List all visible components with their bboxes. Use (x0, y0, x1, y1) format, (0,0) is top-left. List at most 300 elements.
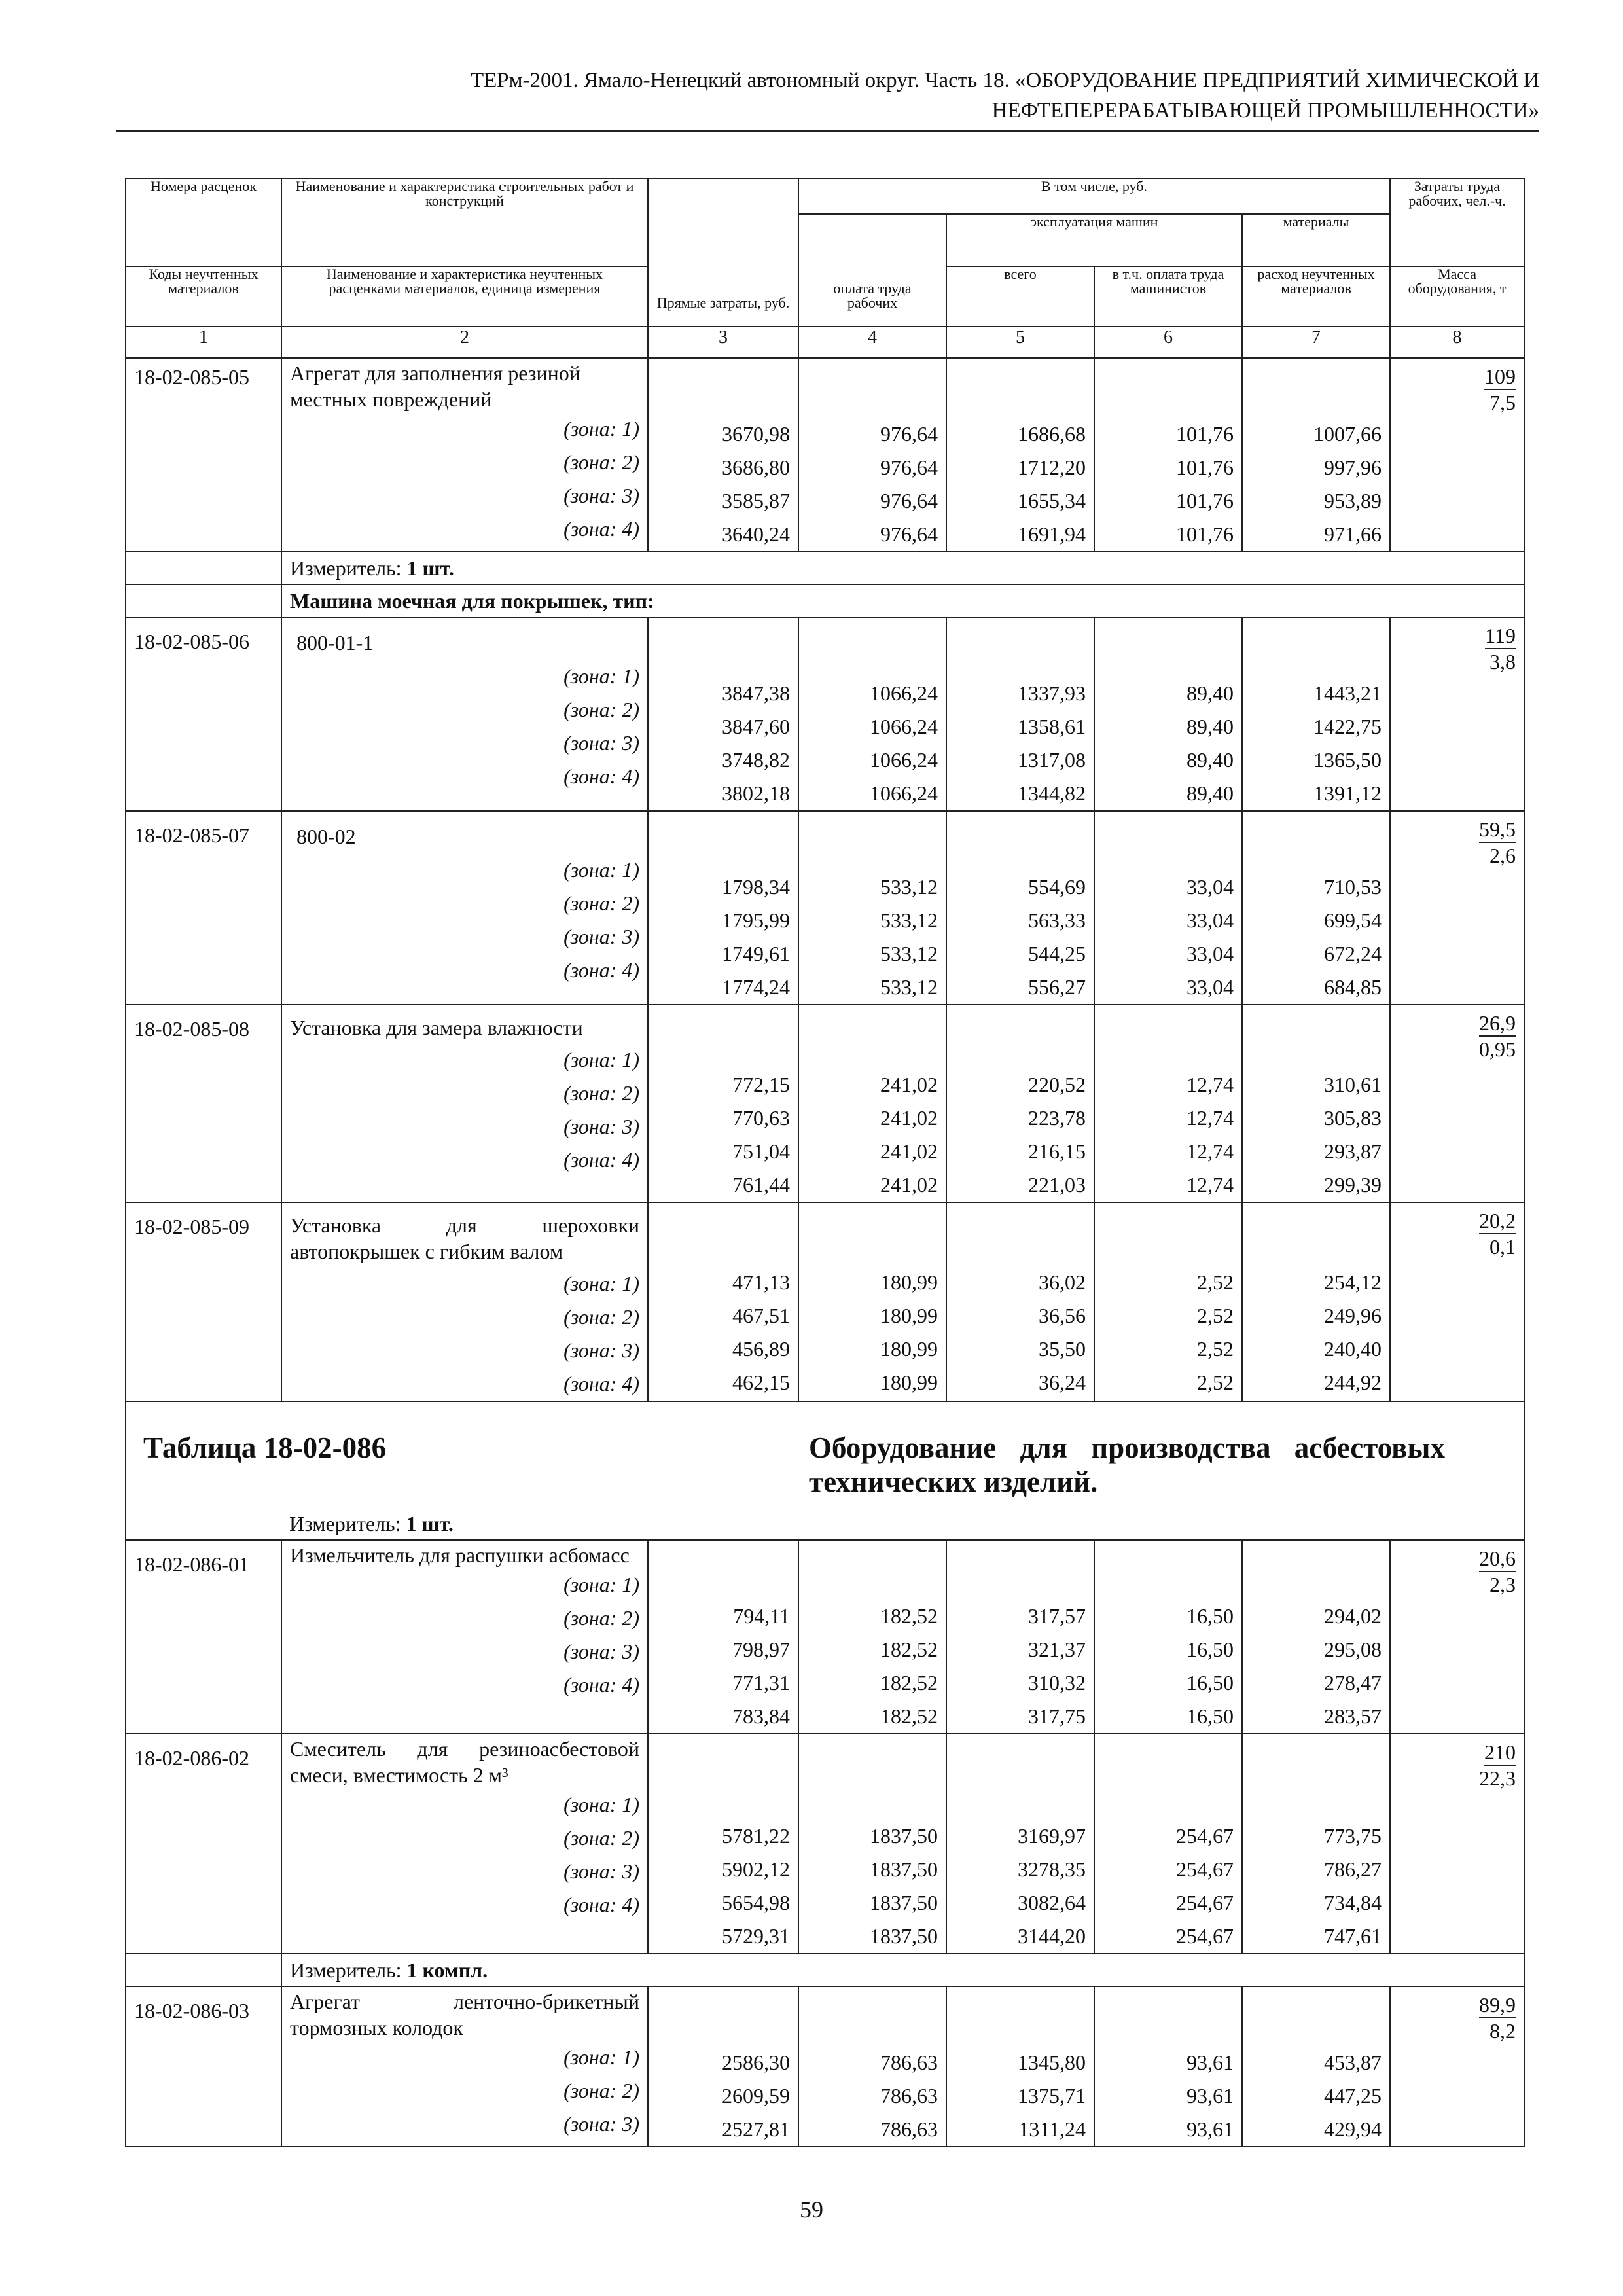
meter-label: Измеритель: (290, 556, 402, 580)
rate-name-cell (281, 1202, 648, 1401)
zone-label: (зона: 2) (563, 2079, 639, 2102)
value-machpay: 33,04 (1186, 975, 1234, 999)
value-direct: 5729,31 (722, 1924, 790, 1948)
value-mat: 283,57 (1324, 1704, 1382, 1728)
value-mat: 786,27 (1324, 1857, 1382, 1881)
value-machpay: 16,50 (1186, 1604, 1234, 1628)
value-mat: 293,87 (1324, 1139, 1382, 1163)
zone-label: (зона: 2) (563, 450, 639, 474)
value-mat: 699,54 (1324, 908, 1382, 932)
rate-name: 800-02 (296, 825, 356, 848)
rate-code-cell (126, 358, 281, 552)
table-label: Таблица 18-02-086 (143, 1431, 387, 1464)
col-number: 1 (126, 327, 281, 358)
value-mat: 1391,12 (1313, 781, 1382, 805)
zone-label: (зона: 3) (563, 2112, 639, 2136)
labor-mass-cell (1390, 1734, 1524, 1954)
rate-row (126, 1202, 1524, 1401)
value-pay: 241,02 (880, 1106, 938, 1130)
value-direct: 3585,87 (722, 489, 790, 512)
zone-label: (зона: 2) (563, 1606, 639, 1630)
value-pay: 976,64 (880, 522, 938, 546)
rate-code-cell (126, 1986, 281, 2147)
value-pay: 786,63 (880, 2051, 938, 2074)
value-machpay: 12,74 (1186, 1173, 1234, 1196)
value-direct: 471,13 (732, 1270, 790, 1294)
value-mat: 305,83 (1324, 1106, 1382, 1130)
group-title: Машина моечная для покрышек, тип: (281, 584, 1524, 617)
empty-cell (126, 1508, 281, 1540)
value-pay: 1837,50 (870, 1824, 938, 1848)
value-cell-pay (798, 1986, 946, 2147)
labor-costs-value: 26,9 (1479, 1011, 1516, 1037)
col-number: 3 (648, 327, 798, 358)
value-direct: 751,04 (732, 1139, 790, 1163)
value-pay: 1837,50 (870, 1924, 938, 1948)
rate-name-cell (281, 1005, 648, 1202)
value-cell-mat (1242, 617, 1390, 811)
rate-name: Измельчитель для распушки асбомасс (290, 1543, 630, 1567)
rate-name: Смеситель для резиноасбестовой смеси, вместимость 2 м³ (290, 1737, 639, 1787)
value-mat: 1365,50 (1313, 748, 1382, 772)
value-cell-direct (648, 1005, 798, 1202)
value-mat: 971,66 (1324, 522, 1382, 546)
value-pay: 180,99 (880, 1371, 938, 1394)
value-machpay: 2,52 (1197, 1371, 1234, 1394)
value-mach: 223,78 (1028, 1106, 1086, 1130)
value-direct: 3640,24 (722, 522, 790, 546)
rate-name: Установка для шероховки автопокрышек с гибким валом (290, 1213, 639, 1263)
value-mach: 1344,82 (1018, 781, 1086, 805)
value-mach: 3082,64 (1018, 1891, 1086, 1914)
zone-label: (зона: 1) (563, 664, 639, 688)
rate-row (126, 1734, 1524, 1954)
value-mat: 249,96 (1324, 1304, 1382, 1327)
empty-cell (126, 1954, 281, 1986)
meter-row (126, 552, 1524, 584)
rate-code-cell (126, 1202, 281, 1401)
value-machpay: 93,61 (1186, 2117, 1234, 2141)
value-cell-mat (1242, 1005, 1390, 1202)
zone-label: (зона: 3) (563, 1859, 639, 1883)
value-pay: 241,02 (880, 1173, 938, 1196)
value-mach: 1691,94 (1018, 522, 1086, 546)
value-cell-direct (648, 1202, 798, 1401)
rate-code: 18-02-086-01 (134, 1552, 249, 1576)
value-pay: 182,52 (880, 1604, 938, 1628)
value-mach: 1311,24 (1018, 2117, 1086, 2141)
zone-label: (зона: 3) (563, 925, 639, 948)
th-equipment-mass: Масса оборудования, т (1390, 266, 1524, 327)
zone-label: (зона: 1) (563, 1272, 639, 1295)
zone-label: (зона: 2) (563, 698, 639, 721)
running-header (116, 65, 1539, 126)
value-mach: 3144,20 (1018, 1924, 1086, 1948)
value-machpay: 33,04 (1186, 908, 1234, 932)
rate-name-cell (281, 1540, 648, 1734)
rate-code-cell (126, 1540, 281, 1734)
zone-label: (зона: 4) (563, 1893, 639, 1916)
table-title-row (126, 1401, 1524, 1508)
value-direct: 772,15 (732, 1073, 790, 1096)
empty-cell (126, 552, 281, 584)
value-mat: 734,84 (1324, 1891, 1382, 1914)
value-direct: 783,84 (732, 1704, 790, 1728)
value-mach: 556,27 (1028, 975, 1086, 999)
value-pay: 976,64 (880, 422, 938, 446)
value-machpay: 101,76 (1176, 489, 1234, 512)
value-cell-mat (1242, 1202, 1390, 1401)
rate-code: 18-02-085-07 (134, 823, 249, 847)
rate-row (126, 1540, 1524, 1734)
value-mach: 310,32 (1028, 1671, 1086, 1695)
value-pay: 1066,24 (870, 715, 938, 738)
value-direct: 794,11 (733, 1604, 790, 1628)
value-mach: 1345,80 (1018, 2051, 1086, 2074)
header-rule (116, 130, 1539, 132)
value-direct: 456,89 (732, 1337, 790, 1361)
value-pay: 533,12 (880, 875, 938, 899)
th-unaccounted-codes: Коды неучтенных материалов (126, 266, 281, 327)
value-cell-pay (798, 1005, 946, 1202)
value-machpay: 12,74 (1186, 1139, 1234, 1163)
labor-costs-value: 59,5 (1479, 817, 1516, 843)
th-unaccounted-consumption: расход неучтенных материалов (1242, 266, 1390, 327)
value-machpay: 254,67 (1176, 1857, 1234, 1881)
value-mat: 254,12 (1324, 1270, 1382, 1294)
value-cell-machpay (1094, 1540, 1242, 1734)
value-direct: 3670,98 (722, 422, 790, 446)
value-direct: 5902,12 (722, 1857, 790, 1881)
value-cell-mat (1242, 1734, 1390, 1954)
value-direct: 1798,34 (722, 875, 790, 899)
zone-label: (зона: 4) (563, 764, 639, 788)
equipment-mass-value: 0,95 (1479, 1037, 1516, 1061)
th-materials: материалы (1242, 214, 1390, 266)
equipment-mass-value: 2,6 (1489, 844, 1516, 867)
value-mat: 747,61 (1324, 1924, 1382, 1948)
value-mat: 295,08 (1324, 1638, 1382, 1661)
value-machpay: 16,50 (1186, 1671, 1234, 1695)
price-table-body (126, 179, 1524, 2147)
value-machpay: 89,40 (1186, 781, 1234, 805)
labor-mass-cell (1390, 1986, 1524, 2147)
value-direct: 771,31 (732, 1671, 790, 1695)
value-mach: 1358,61 (1018, 715, 1086, 738)
col-number: 7 (1242, 327, 1390, 358)
value-cell-pay (798, 1540, 946, 1734)
value-pay: 976,64 (880, 456, 938, 479)
value-direct: 770,63 (732, 1106, 790, 1130)
th-work-name: Наименование и характеристика строительных работ и конструкций (281, 179, 648, 266)
meter-label: Измеритель: (290, 1958, 402, 1982)
meter-cell (281, 1954, 1524, 1986)
value-mach: 544,25 (1028, 942, 1086, 965)
value-mat: 1007,66 (1313, 422, 1382, 446)
value-mach: 35,50 (1039, 1337, 1086, 1361)
value-mach: 1686,68 (1018, 422, 1086, 446)
labor-costs-value: 109 (1484, 364, 1516, 390)
value-cell-direct (648, 358, 798, 552)
equipment-mass-value: 3,8 (1489, 650, 1516, 673)
zone-label: (зона: 1) (563, 2045, 639, 2069)
value-mach: 220,52 (1028, 1073, 1086, 1096)
value-mat: 672,24 (1324, 942, 1382, 965)
value-machpay: 93,61 (1186, 2084, 1234, 2108)
value-cell-mat (1242, 1986, 1390, 2147)
value-cell-mach (946, 358, 1094, 552)
value-cell-mach (946, 1540, 1094, 1734)
value-mach: 317,75 (1028, 1704, 1086, 1728)
meter-cell (281, 552, 1524, 584)
rate-row (126, 358, 1524, 552)
value-machpay: 16,50 (1186, 1638, 1234, 1661)
value-cell-direct (648, 1540, 798, 1734)
labor-mass-cell (1390, 617, 1524, 811)
value-direct: 2527,81 (722, 2117, 790, 2141)
value-cell-pay (798, 811, 946, 1005)
value-machpay: 2,52 (1197, 1337, 1234, 1361)
value-cell-direct (648, 1734, 798, 1954)
meter-row (126, 1508, 1524, 1540)
header-line-2: НЕФТЕПЕРЕРАБАТЫВАЮЩЕЙ ПРОМЫШЛЕННОСТИ» (991, 99, 1539, 122)
rate-name-cell (281, 1986, 648, 2147)
zone-label: (зона: 2) (563, 891, 639, 915)
value-direct: 5781,22 (722, 1824, 790, 1848)
meter-value: 1 компл. (406, 1958, 488, 1982)
value-pay: 1066,24 (870, 781, 938, 805)
th-machine-operation: эксплуатация машин (946, 214, 1242, 266)
value-mat: 1422,75 (1313, 715, 1382, 738)
value-machpay: 16,50 (1186, 1704, 1234, 1728)
rate-name: Агрегат ленточно-брикетный тормозных колодок (290, 1990, 639, 2039)
th-total: всего (946, 266, 1094, 327)
value-direct: 3847,60 (722, 715, 790, 738)
value-direct: 3802,18 (722, 781, 790, 805)
col-number: 2 (281, 327, 648, 358)
value-direct: 3686,80 (722, 456, 790, 479)
page-number: 59 (800, 2197, 823, 2223)
value-mach: 216,15 (1028, 1139, 1086, 1163)
labor-costs-value: 20,2 (1479, 1208, 1516, 1234)
value-cell-machpay (1094, 1202, 1242, 1401)
col-number: 8 (1390, 327, 1524, 358)
rate-name: 800-01-1 (296, 631, 374, 655)
value-machpay: 89,40 (1186, 715, 1234, 738)
value-cell-pay (798, 358, 946, 552)
value-pay: 786,63 (880, 2117, 938, 2141)
value-cell-machpay (1094, 1986, 1242, 2147)
equipment-mass-value: 22,3 (1479, 1767, 1516, 1790)
header-line-1: ТЕРм-2001. Ямало-Ненецкий автономный округ. Часть 18. «ОБОРУДОВАНИЕ ПРЕДПРИЯТИЙ ХИМИЧЕСКОЙ И (470, 69, 1539, 92)
equipment-mass-value: 2,3 (1489, 1573, 1516, 1596)
value-mach: 554,69 (1028, 875, 1086, 899)
value-direct: 467,51 (732, 1304, 790, 1327)
value-pay: 1066,24 (870, 748, 938, 772)
zone-label: (зона: 2) (563, 1826, 639, 1850)
zone-label: (зона: 4) (563, 1148, 639, 1172)
value-cell-pay (798, 617, 946, 811)
value-pay: 180,99 (880, 1337, 938, 1361)
value-pay: 241,02 (880, 1139, 938, 1163)
value-machpay: 254,67 (1176, 1891, 1234, 1914)
value-cell-direct (648, 811, 798, 1005)
value-mach: 1337,93 (1018, 681, 1086, 705)
value-machpay: 93,61 (1186, 2051, 1234, 2074)
value-machpay: 33,04 (1186, 942, 1234, 965)
value-direct: 3748,82 (722, 748, 790, 772)
value-pay: 1066,24 (870, 681, 938, 705)
value-mat: 244,92 (1324, 1371, 1382, 1394)
value-direct: 1749,61 (722, 942, 790, 965)
rate-code-cell (126, 1005, 281, 1202)
rate-code: 18-02-085-06 (134, 630, 249, 653)
rate-name-cell (281, 358, 648, 552)
rate-code-cell (126, 617, 281, 811)
value-mach: 1655,34 (1018, 489, 1086, 512)
meter-cell (281, 1508, 1524, 1540)
value-mat: 1443,21 (1313, 681, 1382, 705)
zone-label: (зона: 1) (563, 1048, 639, 1071)
value-cell-mach (946, 1734, 1094, 1954)
value-machpay: 89,40 (1186, 681, 1234, 705)
column-number-row (126, 327, 1524, 358)
value-cell-machpay (1094, 617, 1242, 811)
col-number: 5 (946, 327, 1094, 358)
zone-label: (зона: 3) (563, 484, 639, 507)
col-number: 6 (1094, 327, 1242, 358)
value-mach: 1712,20 (1018, 456, 1086, 479)
rate-name-cell (281, 811, 648, 1005)
th-rate-numbers: Номера расценок (126, 179, 281, 266)
value-mach: 221,03 (1028, 1173, 1086, 1196)
value-machpay: 89,40 (1186, 748, 1234, 772)
labor-costs-value: 89,9 (1479, 1992, 1516, 2018)
value-pay: 533,12 (880, 975, 938, 999)
value-pay: 1837,50 (870, 1857, 938, 1881)
header-row-1 (126, 179, 1524, 214)
value-mat: 997,96 (1324, 456, 1382, 479)
th-worker-pay: оплата труда рабочих (798, 214, 946, 327)
value-cell-mat (1242, 811, 1390, 1005)
meter-value: 1 шт. (406, 556, 454, 580)
rate-name-cell (281, 617, 648, 811)
value-cell-pay (798, 1734, 946, 1954)
rate-code: 18-02-085-09 (134, 1215, 249, 1238)
value-cell-direct (648, 617, 798, 811)
zone-label: (зона: 1) (563, 417, 639, 440)
value-machpay: 254,67 (1176, 1924, 1234, 1948)
zone-label: (зона: 2) (563, 1305, 639, 1329)
labor-mass-cell (1390, 1005, 1524, 1202)
zone-label: (зона: 1) (563, 1573, 639, 1596)
equipment-mass-value: 7,5 (1489, 391, 1516, 414)
value-cell-mach (946, 1005, 1094, 1202)
zone-label: (зона: 3) (563, 1115, 639, 1138)
value-cell-machpay (1094, 811, 1242, 1005)
value-pay: 180,99 (880, 1304, 938, 1327)
rate-name-cell (281, 1734, 648, 1954)
labor-mass-cell (1390, 1202, 1524, 1401)
value-pay: 182,52 (880, 1704, 938, 1728)
zone-label: (зона: 1) (563, 858, 639, 882)
value-direct: 2586,30 (722, 2051, 790, 2074)
zone-label: (зона: 3) (563, 1640, 639, 1663)
rate-code: 18-02-085-08 (134, 1017, 249, 1041)
rate-name: Агрегат для заполнения резиной местных повреждений (290, 361, 580, 411)
value-machpay: 101,76 (1176, 522, 1234, 546)
value-mat: 684,85 (1324, 975, 1382, 999)
value-machpay: 101,76 (1176, 456, 1234, 479)
zone-label: (зона: 4) (563, 1673, 639, 1696)
value-cell-mach (946, 617, 1094, 811)
value-mat: 773,75 (1324, 1824, 1382, 1848)
value-cell-direct (648, 1986, 798, 2147)
value-direct: 798,97 (732, 1638, 790, 1661)
value-mat: 453,87 (1324, 2051, 1382, 2074)
meter-label: Измеритель: (289, 1512, 401, 1535)
value-machpay: 254,67 (1176, 1824, 1234, 1848)
value-mach: 36,56 (1039, 1304, 1086, 1327)
value-mat: 953,89 (1324, 489, 1382, 512)
value-machpay: 12,74 (1186, 1073, 1234, 1096)
labor-mass-cell (1390, 1540, 1524, 1734)
value-mat: 240,40 (1324, 1337, 1382, 1361)
value-mach: 317,57 (1028, 1604, 1086, 1628)
value-cell-machpay (1094, 358, 1242, 552)
value-mat: 278,47 (1324, 1671, 1382, 1695)
value-mach: 36,02 (1039, 1270, 1086, 1294)
value-cell-mach (946, 1202, 1094, 1401)
value-mach: 1375,71 (1018, 2084, 1086, 2108)
value-mat: 310,61 (1324, 1073, 1382, 1096)
labor-costs-value: 119 (1485, 623, 1516, 649)
table-heading-cell (798, 1401, 1524, 1508)
zone-label: (зона: 3) (563, 1338, 639, 1362)
labor-mass-cell (1390, 811, 1524, 1005)
empty-cell (126, 584, 281, 617)
value-mach: 36,24 (1039, 1371, 1086, 1394)
value-direct: 1795,99 (722, 908, 790, 932)
value-mat: 294,02 (1324, 1604, 1382, 1628)
meter-row (126, 1954, 1524, 1986)
value-cell-machpay (1094, 1734, 1242, 1954)
value-pay: 786,63 (880, 2084, 938, 2108)
rate-name: Установка для замера влажности (290, 1016, 583, 1039)
zone-label: (зона: 4) (563, 1372, 639, 1395)
labor-costs-value: 210 (1484, 1740, 1516, 1766)
value-machpay: 33,04 (1186, 875, 1234, 899)
value-cell-mach (946, 811, 1094, 1005)
value-mach: 3278,35 (1018, 1857, 1086, 1881)
rate-code: 18-02-085-05 (134, 365, 249, 389)
value-direct: 3847,38 (722, 681, 790, 705)
zone-label: (зона: 3) (563, 731, 639, 755)
value-pay: 241,02 (880, 1073, 938, 1096)
value-machpay: 2,52 (1197, 1304, 1234, 1327)
value-direct: 462,15 (732, 1371, 790, 1394)
value-mach: 563,33 (1028, 908, 1086, 932)
col-number: 4 (798, 327, 946, 358)
zone-label: (зона: 1) (563, 1793, 639, 1816)
value-direct: 1774,24 (722, 975, 790, 999)
equipment-mass-value: 8,2 (1489, 2019, 1516, 2043)
value-direct: 2609,59 (722, 2084, 790, 2108)
rate-code-cell (126, 811, 281, 1005)
rate-code: 18-02-086-03 (134, 1999, 249, 2022)
zone-label: (зона: 2) (563, 1081, 639, 1105)
table-title-cell (126, 1401, 798, 1508)
